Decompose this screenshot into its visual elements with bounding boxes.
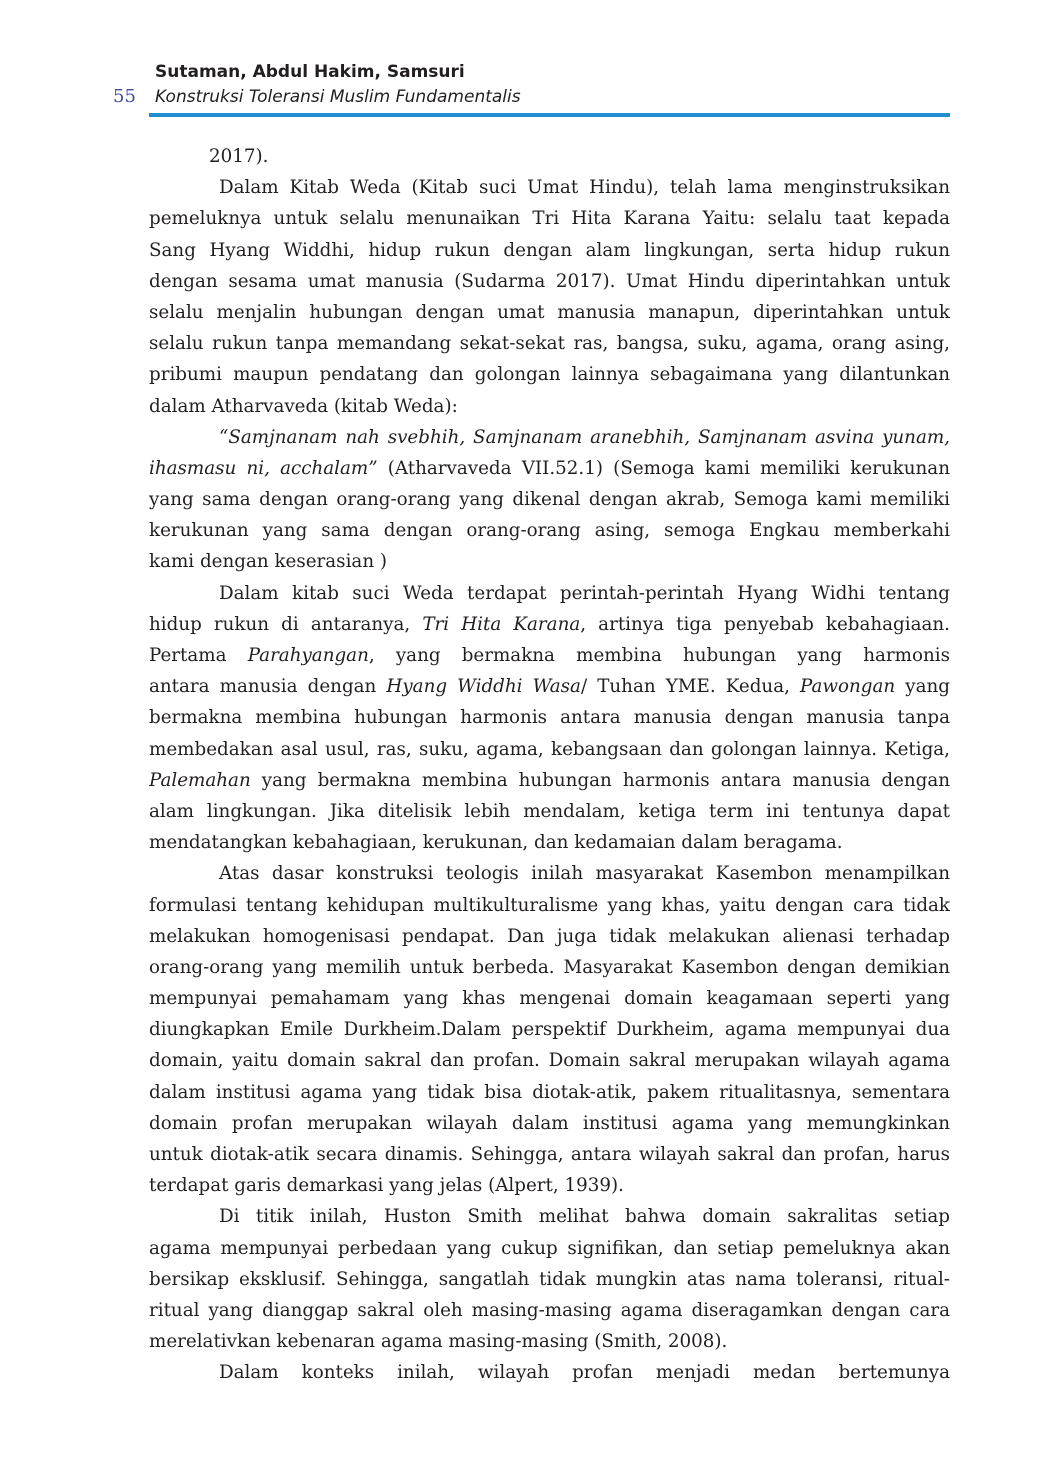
text-line: Sang Hyang Widdhi, hidup rukun dengan alam lingkungan, serta hidup rukun xyxy=(149,239,950,261)
text-line: antara manusia dengan Hyang Widdhi Wasa/ Tuhan YME. Kedua, Pawongan yang xyxy=(149,676,950,698)
text-line: kerukunan yang sama dengan orang-orang asing, semoga Engkau memberkahi xyxy=(149,520,950,542)
text-line: Atas dasar konstruksi teologis inilah masyarakat Kasembon menampilkan xyxy=(219,863,950,885)
text-line: domain, yaitu domain sakral dan profan. Domain sakral merupakan wilayah agama xyxy=(149,1050,950,1072)
text-line: untuk diotak-atik secara dinamis. Sehingga, antara wilayah sakral dan profan, harus xyxy=(149,1144,950,1165)
text-line: membedakan asal usul, ras, suku, agama, kebangsaan dan golongan lainnya. Ketiga, xyxy=(149,738,950,760)
text-line: terdapat garis demarkasi yang jelas (Alpert, 1939). xyxy=(149,1175,624,1197)
text-line: pribumi maupun pendatang dan golongan lainnya sebagaimana yang dilantunkan xyxy=(149,364,950,386)
text-line-quote: “Samjnanam nah svebhih, Samjnanam aranebhih, Samjnanam asvina yunam, xyxy=(219,426,950,448)
text-line: Dalam kitab suci Weda terdapat perintah-perintah Hyang Widhi tentang xyxy=(219,582,950,604)
text-line: dalam institusi agama yang tidak bisa diotak-atik, pakem ritualitasnya, sementara xyxy=(149,1081,950,1103)
text-line: formulasi tentang kehidupan multikulturalisme yang khas, yaitu dengan cara tidak xyxy=(149,894,950,916)
text-line: diungkapkan Emile Durkheim.Dalam perspektif Durkheim, agama mempunyai dua xyxy=(149,1019,950,1041)
text-line: bersikap eksklusif. Sehingga, sangatlah tidak mungkin atas nama toleransi, ritual- xyxy=(149,1268,950,1290)
text-line: selalu rukun tanpa memandang sekat-sekat ras, bangsa, suku, agama, orang asing, xyxy=(149,333,950,355)
text-line: mempunyai pemahamam yang khas mengenai domain keagamaan seperti yang xyxy=(149,988,950,1010)
text-line: selalu menjalin hubungan dengan umat manusia manapun, diperintahkan untuk xyxy=(149,301,950,323)
header-rule xyxy=(149,113,950,117)
text-line: Palemahan yang bermakna membina hubungan harmonis antara manusia dengan xyxy=(149,769,950,791)
text-line: yang sama dengan orang-orang yang dikenal dengan akrab, Semoga kami memiliki xyxy=(149,489,950,511)
text-line: ritual yang dianggap sakral oleh masing-masing agama diseragamkan dengan cara xyxy=(149,1299,950,1321)
text-line: bermakna membina hubungan harmonis antara manusia dengan manusia tanpa xyxy=(149,707,950,729)
text-line: pemeluknya untuk selalu menunaikan Tri Hita Karana Yaitu: selalu taat kepada xyxy=(149,208,950,230)
running-head-authors: Sutaman, Abdul Hakim, Samsuri xyxy=(155,62,465,82)
text-line: agama mempunyai perbedaan yang cukup signifikan, dan setiap pemeluknya akan xyxy=(149,1237,950,1259)
text-line: melakukan homogenisasi pendapat. Dan juga tidak melakukan alienasi terhadap xyxy=(149,925,950,947)
page-number: 55 xyxy=(113,86,136,107)
text-line: 2017). xyxy=(209,146,269,167)
body-text xyxy=(149,141,950,1389)
text-line: dengan sesama umat manusia (Sudarma 2017). Umat Hindu diperintahkan untuk xyxy=(149,270,950,292)
text-line: merelativkan kebenaran agama masing-masing (Smith, 2008). xyxy=(149,1331,728,1353)
text-line: Dalam konteks inilah, wilayah profan menjadi medan bertemunya xyxy=(219,1362,950,1384)
running-head-title: Konstruksi Toleransi Muslim Fundamentalis xyxy=(155,87,521,107)
text-line: ihasmasu ni, acchalam” (Atharvaveda VII.52.1) (Semoga kami memiliki kerukunan xyxy=(149,457,950,479)
text-line: kami dengan keserasian ) xyxy=(149,551,388,573)
text-line: domain profan merupakan wilayah dalam institusi agama yang memungkinkan xyxy=(149,1112,950,1134)
text-line: Dalam Kitab Weda (Kitab suci Umat Hindu), telah lama menginstruksikan xyxy=(219,177,950,199)
text-line: orang-orang yang memilih untuk berbeda. Masyarakat Kasembon dengan demikian xyxy=(149,956,950,978)
text-line: alam lingkungan. Jika ditelisik lebih mendalam, ketiga term ini tentunya dapat xyxy=(149,800,950,822)
text-line: Di titik inilah, Huston Smith melihat bahwa domain sakralitas setiap xyxy=(219,1206,950,1228)
text-line: hidup rukun di antaranya, Tri Hita Karana, artinya tiga penyebab kebahagiaan. xyxy=(149,613,950,635)
text-line: Pertama Parahyangan, yang bermakna membina hubungan yang harmonis xyxy=(149,645,950,666)
text-line: dalam Atharvaveda (kitab Weda): xyxy=(149,395,458,417)
text-line: mendatangkan kebahagiaan, kerukunan, dan kedamaian dalam beragama. xyxy=(149,832,843,854)
